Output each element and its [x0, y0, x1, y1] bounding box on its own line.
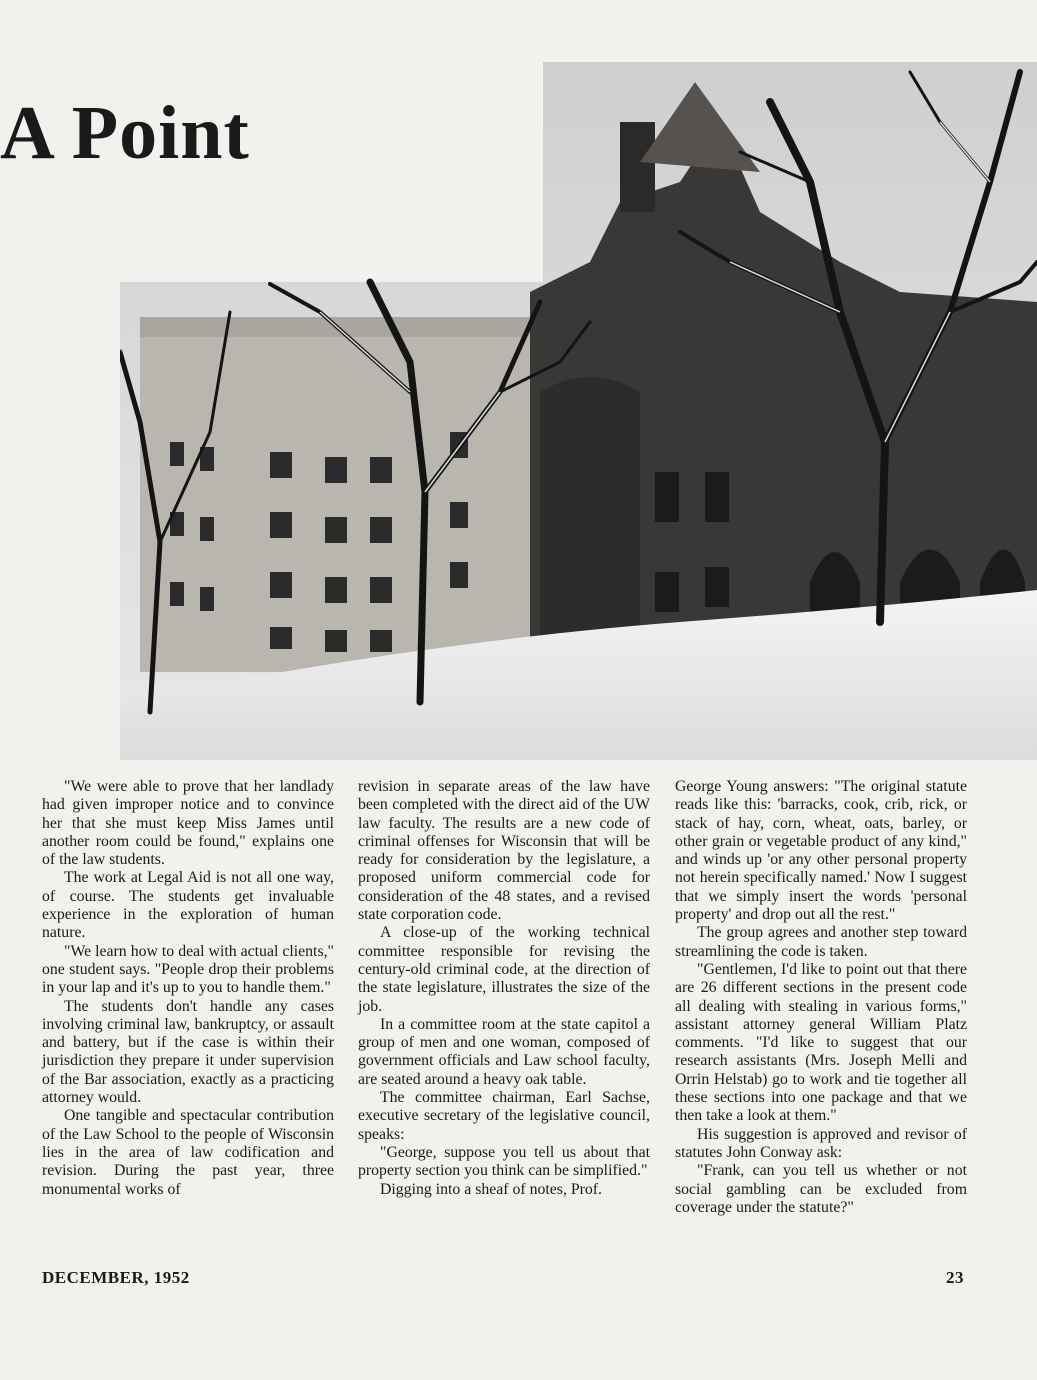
paragraph: The group agrees and another step toward streamlining the code is taken. — [675, 924, 967, 960]
article-column-3 — [675, 778, 967, 1217]
paragraph: The work at Legal Aid is not all one way, of course. The students get invaluable experience in the exploration of human nature. — [42, 869, 334, 942]
paragraph: Digging into a sheaf of notes, Prof. — [380, 1180, 602, 1198]
paragraph: "Frank, can you tell us whether or not social gambling can be excluded from coverage under the statute?" — [675, 1162, 967, 1216]
issue-date: DECEMBER, 1952 — [42, 1268, 190, 1287]
paragraph: One tangible and spectacular contribution of the Law School to the people of Wisconsin lies in the area of law codification and revision. During the past year, three monumental works of — [42, 1107, 334, 1198]
page-number: 23 — [946, 1268, 964, 1287]
paragraph: A close-up of the working technical committee responsible for revising the century-old criminal code, at the direction of the state legislature, illustrates the size of the job. — [358, 924, 650, 1015]
paragraph: The students don't handle any cases involving criminal law, bankruptcy, or assault and battery, but if the case is within their jurisdiction they prepare it under supervision of the Bar association, exactly as a practicing attorney would. — [42, 997, 334, 1107]
paragraph: George Young answers: "The original statute reads like this: 'barracks, cook, crib, rick, or stack of hay, corn, wheat, oats, barley, or other grain or vegetable product of any kind," and winds up 'or any other personal property not herein specifically named.' Now I suggest that we simply insert the words 'personal property' and drop out all the rest." — [675, 778, 967, 924]
paragraph: The committee chairman, Earl Sachse, executive secretary of the legislative council, speaks: — [358, 1089, 650, 1143]
headline: A Point — [0, 91, 250, 175]
paragraph: "We learn how to deal with actual clients," one student says. "People drop their problems in your lap and it's up to you to handle them." — [42, 942, 334, 997]
paragraph: revision in separate areas of the law have been completed with the direct aid of the UW law faculty. The results are a new code of criminal offenses for Wisconsin that will be ready for consideration by the legislature, a proposed uniform commercial code for consideration of the 48 states, and a revised state corporation code. — [358, 778, 650, 924]
article-column-2 — [358, 778, 650, 1199]
paragraph: "George, suppose you tell us about that property section you think can be simplified." — [358, 1143, 650, 1180]
paragraph: "Gentlemen, I'd like to point out that there are 26 different sections in the present code all dealing with stealing in various forms," assistant attorney general William Platz comments. "I'd like to suggest that our research assistants (Mrs. Joseph Melli and Orrin Helstab) go to work and tie together all these sections into one package and that we then take a look at them." — [675, 960, 967, 1125]
paragraph: In a committee room at the state capitol a group of men and one woman, composed of government officials and Law school faculty, are seated around a heavy oak table. — [358, 1015, 650, 1088]
article-column-1 — [42, 778, 334, 1199]
paragraph: His suggestion is approved and revisor of statutes John Conway ask: — [675, 1125, 967, 1161]
paragraph: "We were able to prove that her landlady had given improper notice and to convince her that she must keep Miss James until another room could be found," explains one of the law students. — [42, 778, 334, 869]
campus-buildings-in-snow-photo — [120, 62, 1037, 760]
photo-drawing — [120, 62, 1037, 760]
